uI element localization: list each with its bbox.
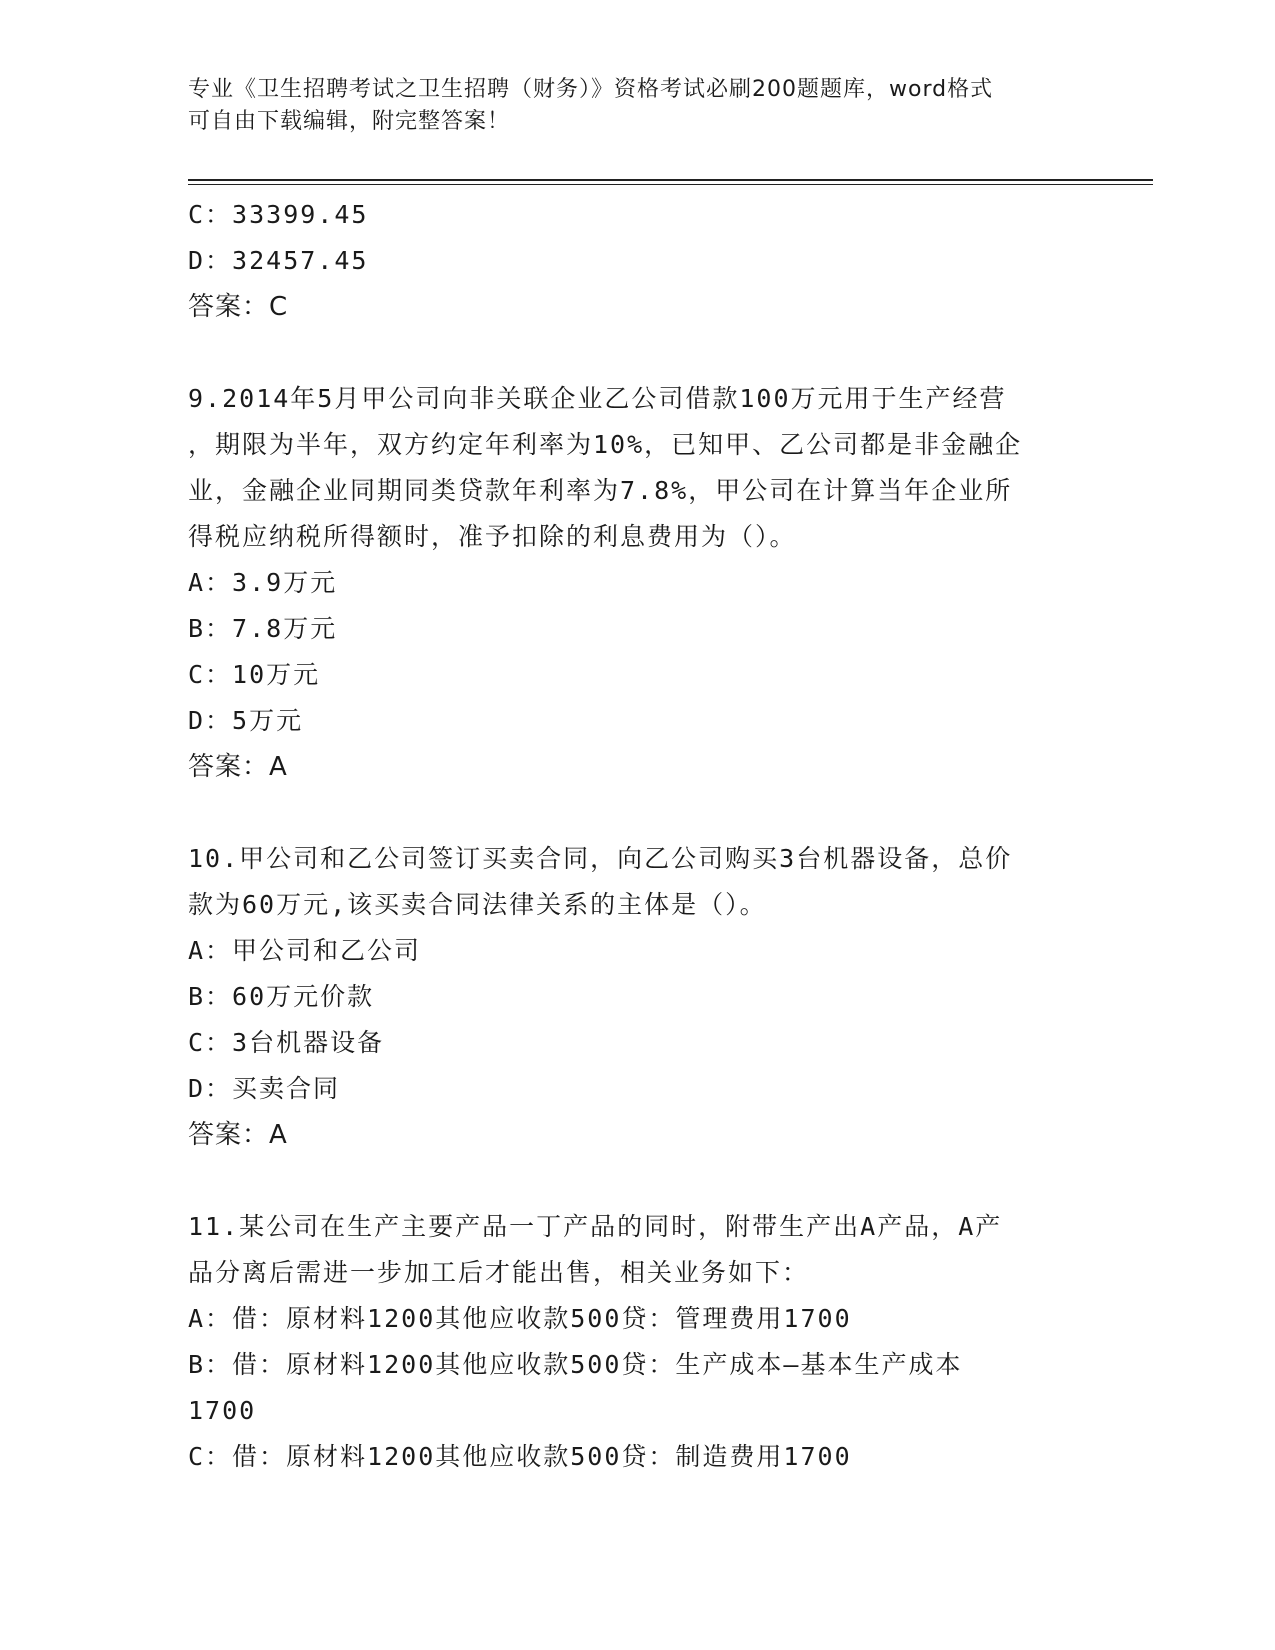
spacer — [188, 330, 1088, 376]
question-9-text-1: 9.2014年5月甲公司向非关联企业乙公司借款100万元用于生产经营 — [188, 384, 1007, 413]
question-11-option-a: A：借：原材料1200其他应收款500贷：管理费用1700 — [188, 1304, 852, 1333]
question-9-option-d: D：5万元 — [188, 706, 304, 735]
header-line-2: 可自由下载编辑，附完整答案！ — [188, 109, 511, 134]
question-10-option-d: D：买卖合同 — [188, 1074, 341, 1103]
spacer — [188, 1158, 1088, 1204]
question-9-text-4: 得税应纳税所得额时，准予扣除的利息费用为（）。 — [188, 522, 797, 551]
header-rule-thick — [188, 179, 1153, 181]
header-line-1: 专业《卫生招聘考试之卫生招聘（财务）》资格考试必刷200题题库，word格式 — [188, 77, 994, 102]
question-11-option-b-1: B：借：原材料1200其他应收款500贷：生产成本—基本生产成本 — [188, 1350, 963, 1379]
question-11-option-b-2: 1700 — [188, 1396, 257, 1425]
question-11-text-2: 品分离后需进一步加工后才能出售，相关业务如下： — [188, 1258, 810, 1287]
question-9 — [188, 376, 1088, 790]
question-9-option-c: C：10万元 — [188, 660, 321, 689]
question-9-text-3: 业，金融企业同期同类贷款年利率为7.8%，甲公司在计算当年企业所 — [188, 476, 1013, 505]
spacer — [188, 790, 1088, 836]
question-9-option-b: B：7.8万元 — [188, 614, 338, 643]
question-9-option-a: A：3.9万元 — [188, 568, 338, 597]
question-11 — [188, 1204, 1088, 1480]
question-10-text-2: 款为60万元,该买卖合同法律关系的主体是（）。 — [188, 890, 767, 919]
question-10 — [188, 836, 1088, 1158]
question-10-option-c: C：3台机器设备 — [188, 1028, 385, 1057]
prev-option-d: D：32457.45 — [188, 246, 369, 275]
question-10-answer: 答案：A — [188, 1120, 288, 1150]
question-11-text-1: 11.某公司在生产主要产品一丁产品的同时，附带生产出A产品，A产 — [188, 1212, 1003, 1241]
document-body — [188, 192, 1088, 1480]
header-rule-thin — [188, 184, 1153, 185]
page-header — [188, 74, 1088, 138]
question-10-option-a: A：甲公司和乙公司 — [188, 936, 422, 965]
question-11-option-c: C：借：原材料1200其他应收款500贷：制造费用1700 — [188, 1442, 852, 1471]
question-9-answer: 答案：A — [188, 752, 288, 782]
question-10-text-1: 10.甲公司和乙公司签订买卖合同，向乙公司购买3台机器设备，总价 — [188, 844, 1013, 873]
question-9-text-2: ，期限为半年，双方约定年利率为10%，已知甲、乙公司都是非金融企 — [188, 430, 1023, 459]
prev-option-c: C：33399.45 — [188, 200, 369, 229]
question-10-option-b: B：60万元价款 — [188, 982, 375, 1011]
prev-answer: 答案：C — [188, 292, 289, 322]
